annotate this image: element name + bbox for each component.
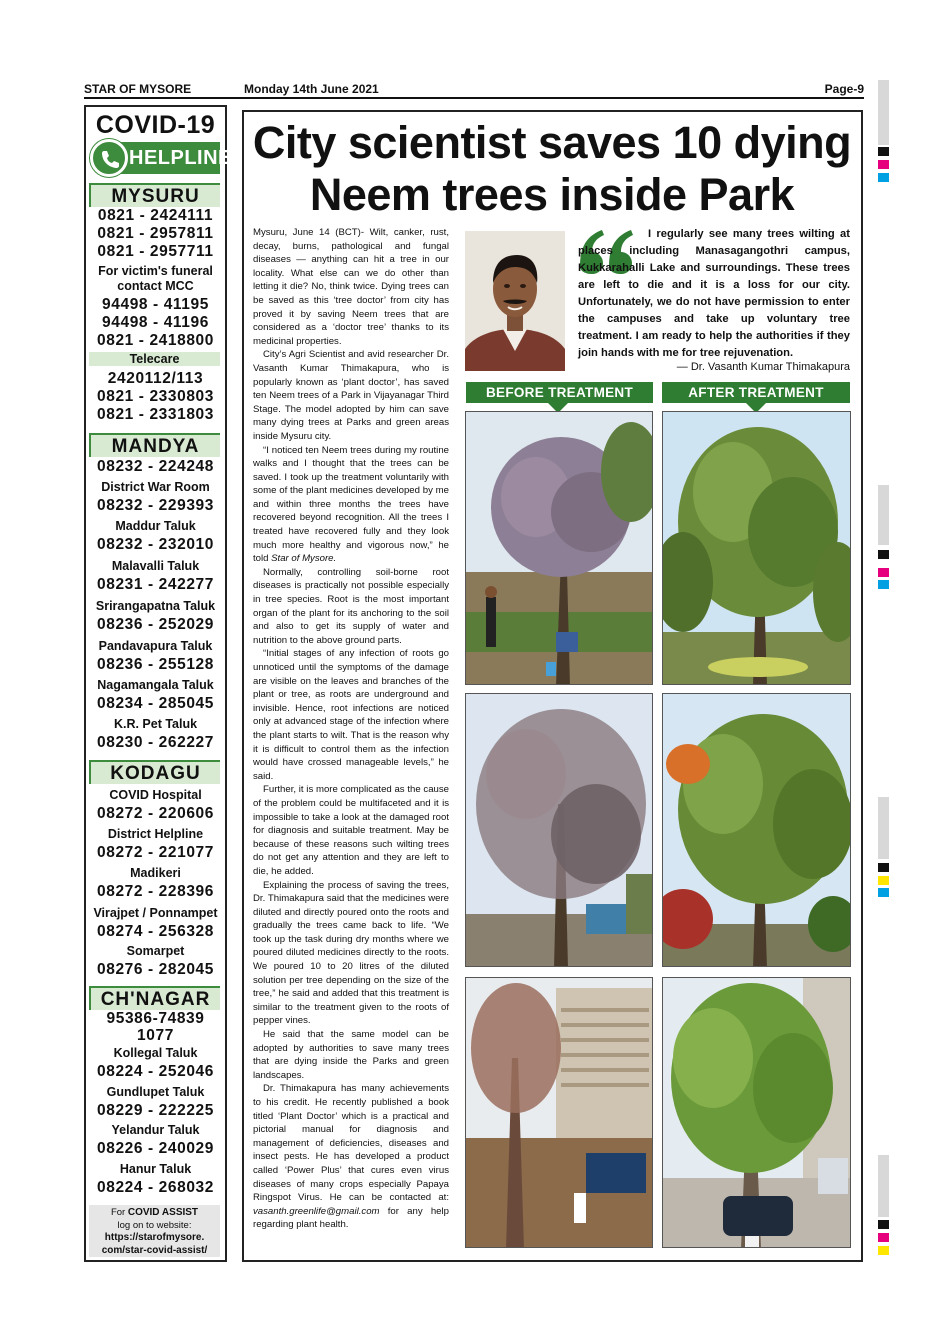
telecare-label: Telecare bbox=[89, 352, 220, 366]
phone-number: 0821 - 2330803 bbox=[97, 388, 214, 405]
print-mark bbox=[878, 568, 889, 577]
region-heading-chnagar: CH'NAGAR bbox=[89, 986, 220, 1010]
print-mark bbox=[878, 1220, 889, 1229]
body-paragraph-text: Dr. Thimakapura has many achievements to his credit. He recently published a book titled ‘Plant Doctor’ which is a practical and pictorial manual for diagnosis and management of deficiencies, diseases and insect pests. He has developed a product called ‘Power Plus’ that cures even virus diseases of many crops especially Papaya Ringspot Virus. He can be contacted at: bbox=[253, 1083, 449, 1204]
after-photo-2 bbox=[662, 693, 851, 967]
phone-number: 0821 - 2957711 bbox=[97, 243, 214, 260]
headline-line-1: City scientist saves 10 dying bbox=[252, 117, 852, 168]
after-photo-3 bbox=[662, 977, 851, 1248]
phone-number: 08274 - 256328 bbox=[97, 923, 214, 940]
assist-title: COVID ASSIST bbox=[127, 1207, 199, 1218]
taluk-label: Somarpet bbox=[126, 944, 185, 958]
taluk-label: Madikeri bbox=[130, 866, 181, 880]
print-mark bbox=[878, 1155, 889, 1217]
region-heading-kodagu: KODAGU bbox=[89, 760, 220, 784]
phone-number: 08229 - 222225 bbox=[97, 1102, 214, 1119]
assist-url-part1[interactable]: https://starofmysore. bbox=[104, 1232, 205, 1243]
page-number: Page-9 bbox=[824, 82, 864, 96]
phone-number: 0821 - 2424111 bbox=[97, 207, 214, 224]
after-photo-1 bbox=[662, 411, 851, 685]
phone-number: 08234 - 285045 bbox=[97, 695, 214, 712]
sidebar-title: COVID-19 bbox=[95, 111, 216, 139]
taluk-label: District Helpline bbox=[107, 827, 204, 841]
phone-number: 08224 - 268032 bbox=[97, 1179, 214, 1196]
body-paragraph: He said that the same model can be adopted by authorities to save many trees that are dying inside the Parks and green landscapes. bbox=[253, 1029, 449, 1081]
print-mark bbox=[878, 863, 889, 872]
body-paragraph: City’s Agri Scientist and avid researcher Dr. Vasanth Kumar Thimakapura, who is popularly known as ‘plant doctor’, has saved ten Neem trees of a Park in Vijayanagar Third Stage. The model adopted by him can save many dying trees at Parks and green areas inside Mysuru city. bbox=[253, 349, 449, 442]
phone-number: 94498 - 41196 bbox=[102, 314, 209, 331]
print-mark bbox=[878, 876, 889, 885]
phone-number: 1077 bbox=[137, 1027, 174, 1044]
taluk-label: Malavalli Taluk bbox=[111, 559, 200, 573]
taluk-label: K.R. Pet Taluk bbox=[113, 717, 198, 731]
before-photo-2 bbox=[465, 693, 653, 967]
quote-author: — Dr. Vasanth Kumar Thimakapura bbox=[676, 361, 850, 373]
publication-name: STAR OF MYSORE bbox=[84, 82, 192, 96]
page-header bbox=[84, 80, 864, 98]
taluk-label: Srirangapatna Taluk bbox=[95, 599, 216, 613]
phone-number: 08272 - 228396 bbox=[97, 883, 214, 900]
print-mark bbox=[878, 173, 889, 182]
body-paragraph bbox=[253, 1082, 449, 1232]
body-paragraph: Mysuru, June 14 (BCT)- Wilt, canker, rust, decay, burns, pathological and fungal diseases — anything can hit a tree in our locality. What else can we do other than letting it die? No, think twice. Dying trees can be saved as this ‘tree doctor’ from city has proved it by saving Neem trees that are considered as a ‘doctor tree’ thanks to its medicinal properties. bbox=[253, 227, 449, 347]
body-paragraph bbox=[253, 444, 449, 566]
covid-assist-box bbox=[89, 1205, 220, 1257]
quote-indent bbox=[578, 227, 648, 237]
header-rule bbox=[84, 97, 864, 99]
phone-number: 08230 - 262227 bbox=[97, 734, 214, 751]
before-photo-1 bbox=[465, 411, 653, 685]
print-mark bbox=[878, 580, 889, 589]
phone-number: 0821 - 2331803 bbox=[97, 406, 214, 423]
phone-number: 08231 - 242277 bbox=[97, 576, 214, 593]
phone-number: 08232 - 232010 bbox=[97, 536, 214, 553]
issue-date: Monday 14th June 2021 bbox=[244, 82, 379, 96]
taluk-label: Maddur Taluk bbox=[115, 519, 196, 533]
taluk-label: COVID Hospital bbox=[109, 788, 202, 802]
taluk-label: Hanur Taluk bbox=[119, 1162, 192, 1176]
phone-number: 0821 - 2957811 bbox=[97, 225, 214, 242]
article-headline bbox=[248, 117, 856, 221]
body-paragraph-tail: for any help regarding plant health. bbox=[253, 1205, 449, 1231]
phone-number: 08236 - 252029 bbox=[97, 616, 214, 633]
phone-number: 08272 - 221077 bbox=[97, 844, 214, 861]
headline-line-2: Neem trees inside Park bbox=[309, 169, 795, 220]
print-mark bbox=[878, 1233, 889, 1242]
region-heading-mandya: MANDYA bbox=[89, 433, 220, 457]
taluk-label: Pandavapura Taluk bbox=[98, 639, 213, 653]
funeral-contact-label: For victim's funeral contact MCC bbox=[98, 264, 213, 293]
contact-email[interactable]: vasanth.greenlife@gmail.com bbox=[253, 1205, 380, 1217]
body-paragraph: Explaining the process of saving the trees, Dr. Thimakapura said that the medicines were diluted and directly poured onto the roots and gradually the trees came back to life. “We took up the task during dry months where we poured diluted medicines directly to the roots. We poured 10 to 20 litres of the diluted solution per tree depending on the size of the tree,” he said and added that this treatment is similar to the treatment given to the roots of pepper vines. bbox=[253, 879, 449, 1027]
scientist-portrait bbox=[465, 231, 565, 371]
after-treatment-label: AFTER TREATMENT bbox=[662, 382, 850, 403]
phone-number: 2420112/113 bbox=[107, 370, 204, 387]
phone-number: 08226 - 240029 bbox=[97, 1140, 214, 1157]
print-mark bbox=[878, 550, 889, 559]
body-paragraph: Further, it is more complicated as the cause of the problem could be multifaceted and it is impossible to take a look at the damaged root for diagnosis and suitable treatment. May be because of these reasons such wilting trees do not get any attention and they are left to die, he added. bbox=[253, 784, 449, 877]
pull-quote bbox=[578, 226, 850, 362]
body-paragraph: Normally, controlling soil-borne root diseases is practically not possible especially in tree species. Root is the most important organ of the plant for its anchoring to the soil and also to get its supply of water and nutrition to the above ground parts. bbox=[253, 566, 449, 646]
phone-number: 08236 - 255128 bbox=[97, 656, 214, 673]
print-mark bbox=[878, 485, 889, 545]
taluk-label: Nagamangala Taluk bbox=[97, 678, 214, 692]
taluk-label: Yelandur Taluk bbox=[111, 1123, 200, 1137]
print-mark bbox=[878, 888, 889, 897]
phone-number: 08276 - 282045 bbox=[97, 961, 214, 978]
print-mark bbox=[878, 160, 889, 169]
quote-text: I regularly see many trees wilting at places including Manasagangothri campus, Kukkarahalli Lake and surroundings. These trees are left to die and it is a loss for our city. Unfortunately, we do not have permission to enter the campuses and take up voluntary tree treatment. I am ready to help the authorities if they join hands with me for tree rejuvenation. bbox=[578, 228, 850, 359]
publication-italic: Star of Mysore. bbox=[271, 553, 337, 565]
taluk-label: District War Room bbox=[101, 480, 210, 494]
print-mark bbox=[878, 797, 889, 859]
phone-number: 08224 - 252046 bbox=[97, 1063, 214, 1080]
phone-number: 08272 - 220606 bbox=[97, 805, 214, 822]
body-paragraph: “Initial stages of any infection of roots go unnoticed until the symptoms of the damage are visible on the leaves and branches of the plant or tree, as roots are underground and invisible. Hence, root infections are noticed only at advanced stage of the infection where the plant starts to wilt. That is the reason why it is difficult to control them as the infection would have crossed manageable levels,” he said. bbox=[253, 648, 449, 782]
print-mark bbox=[878, 1246, 889, 1255]
whatsapp-phone-icon bbox=[90, 139, 128, 177]
assist-prefix: For bbox=[110, 1207, 128, 1218]
body-paragraph-text: “I noticed ten Neem trees during my routine walks and I thought that the trees can be saved. I took up the treatment voluntarily with some of the plant medicines developed by me and within three months the trees have recovered beyond recognition. All the trees I treated have recovered fully and they look much more healthy and vigorous now,” he told bbox=[253, 444, 449, 565]
helpline-banner: HELPLINE bbox=[113, 142, 220, 174]
before-photo-3 bbox=[465, 977, 653, 1248]
taluk-label: Gundlupet Taluk bbox=[106, 1085, 205, 1099]
print-mark bbox=[878, 147, 889, 156]
phone-number: 0821 - 2418800 bbox=[97, 332, 214, 349]
phone-number: 08232 - 224248 bbox=[97, 458, 214, 475]
article-body bbox=[253, 226, 449, 1232]
phone-number: 08232 - 229393 bbox=[97, 497, 214, 514]
region-heading-mysuru: MYSURU bbox=[89, 183, 220, 207]
phone-number: 94498 - 41195 bbox=[102, 296, 209, 313]
print-mark bbox=[878, 80, 889, 145]
assist-instruction: log on to website: bbox=[117, 1219, 192, 1231]
assist-url-part2[interactable]: com/star-covid-assist/ bbox=[101, 1244, 208, 1256]
before-treatment-label: BEFORE TREATMENT bbox=[466, 382, 653, 403]
taluk-label: Kollegal Taluk bbox=[113, 1046, 198, 1060]
phone-number: 95386-74839 bbox=[106, 1010, 205, 1027]
taluk-label: Virajpet / Ponnampet bbox=[93, 906, 218, 920]
